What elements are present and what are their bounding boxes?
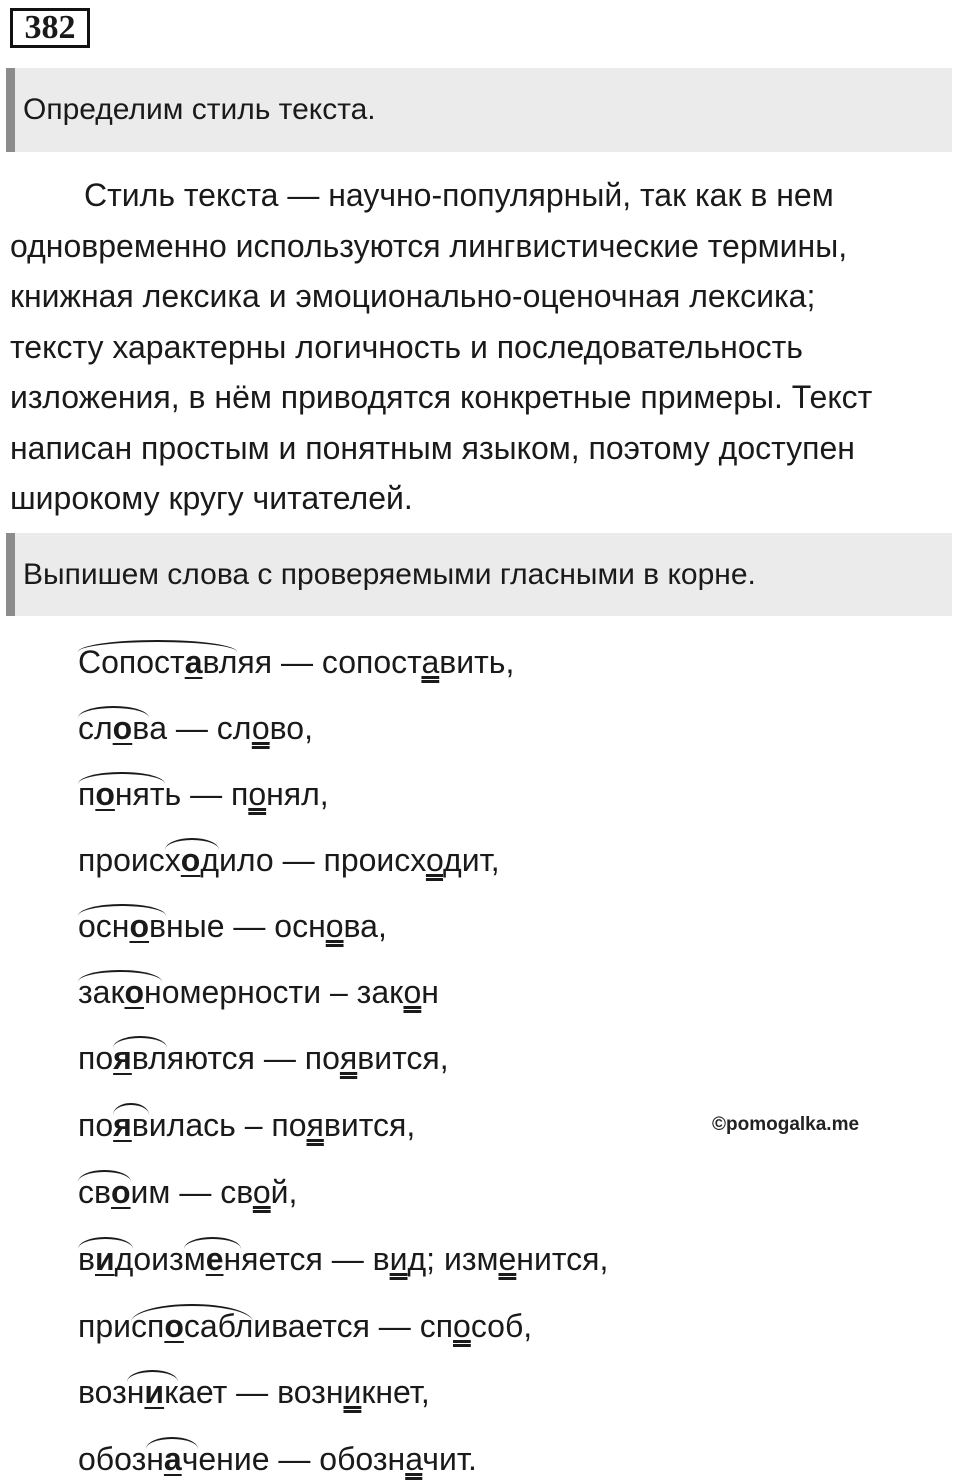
checked-vowel: о	[124, 974, 145, 1010]
root-arc: мен	[184, 1237, 241, 1279]
checked-vowel: и	[95, 1241, 115, 1277]
style-paragraph	[10, 170, 950, 524]
paragraph-line: широкому кругу читателей.	[10, 480, 413, 516]
check-vowel: о	[453, 1308, 471, 1344]
example-row: основные — основа,	[78, 904, 387, 946]
check-vowel: е	[498, 1241, 517, 1277]
check-vowel: о	[251, 710, 270, 746]
checked-vowel: я	[113, 1107, 132, 1143]
check-vowel: а	[421, 644, 440, 680]
check-vowel: и	[389, 1241, 408, 1277]
checked-vowel: а	[184, 644, 203, 680]
check-vowel: о	[252, 1174, 271, 1210]
checked-vowel: и	[144, 1374, 165, 1410]
section-heading-style: Определим стиль текста.	[6, 68, 952, 152]
paragraph-line: книжная лексика и эмоционально-оценочная лексика;	[10, 278, 816, 314]
check-vowel: о	[403, 974, 422, 1010]
root-arc: вид	[78, 1237, 133, 1279]
example-row: приспосабливается — способ,	[78, 1304, 532, 1346]
example-row: возникает — возникнет,	[78, 1370, 430, 1412]
check-vowel: и	[343, 1374, 362, 1410]
example-row: обозначение — обозначит.	[78, 1437, 477, 1479]
paragraph-line: Стиль текста — научно-популярный, так как в нем	[84, 177, 834, 213]
example-row: понять — понял,	[78, 772, 329, 814]
check-vowel: о	[248, 776, 267, 812]
root-arc: явл	[113, 1036, 167, 1078]
root-arc: закон	[78, 970, 162, 1012]
example-row: появляются — появится,	[78, 1036, 449, 1078]
paragraph-line: тексту характерны логичность и последовательность	[10, 328, 803, 365]
paragraph-line: изложения, в нём приводятся конкретные примеры. Текст	[10, 379, 873, 415]
example-row: закономерности – закон	[78, 970, 439, 1012]
root-arc: слов	[78, 706, 149, 748]
example-row: слова — слово,	[78, 706, 313, 748]
example-row: появилась – появится,	[78, 1103, 415, 1145]
root-arc: нач	[146, 1437, 198, 1479]
checked-vowel: я	[113, 1040, 132, 1076]
check-vowel: о	[425, 842, 444, 878]
task-number: 382	[10, 8, 90, 48]
checked-vowel: о	[95, 776, 115, 812]
checked-vowel: а	[163, 1441, 182, 1477]
check-vowel: я	[339, 1040, 358, 1076]
root-arc: понят	[78, 772, 165, 814]
section-heading-words: Выпишем слова с проверяемыми гласными в корне.	[6, 533, 952, 616]
root-arc: ход	[165, 838, 219, 880]
checked-vowel: о	[111, 1174, 131, 1210]
checked-vowel: е	[205, 1241, 224, 1277]
example-row: своим — свой,	[78, 1170, 297, 1212]
check-vowel: а	[405, 1441, 423, 1477]
root-arc: ник	[127, 1370, 178, 1412]
check-vowel: я	[306, 1107, 324, 1143]
root-arc: Сопоставл	[78, 640, 237, 682]
paragraph-line: одновременно используются лингвистические термины,	[10, 227, 848, 264]
checked-vowel: о	[112, 710, 133, 746]
checked-vowel: о	[180, 842, 201, 878]
example-row: видоизменяется — вид; изменится,	[78, 1237, 608, 1279]
example-row: Сопоставляя — сопоставить,	[78, 640, 514, 682]
watermark: ©pomogalka.me	[712, 1114, 860, 1135]
example-row: происходило — происходит,	[78, 838, 500, 880]
root-arc: сво	[78, 1170, 131, 1212]
checked-vowel: о	[129, 908, 150, 944]
paragraph-line: написан простым и понятным языком, поэтому доступен	[10, 429, 855, 466]
checked-vowel: о	[164, 1308, 184, 1344]
root-arc: яв	[113, 1103, 149, 1145]
root-arc: спосабл	[131, 1304, 253, 1346]
root-arc: основ	[78, 904, 166, 946]
check-vowel: о	[325, 908, 344, 944]
